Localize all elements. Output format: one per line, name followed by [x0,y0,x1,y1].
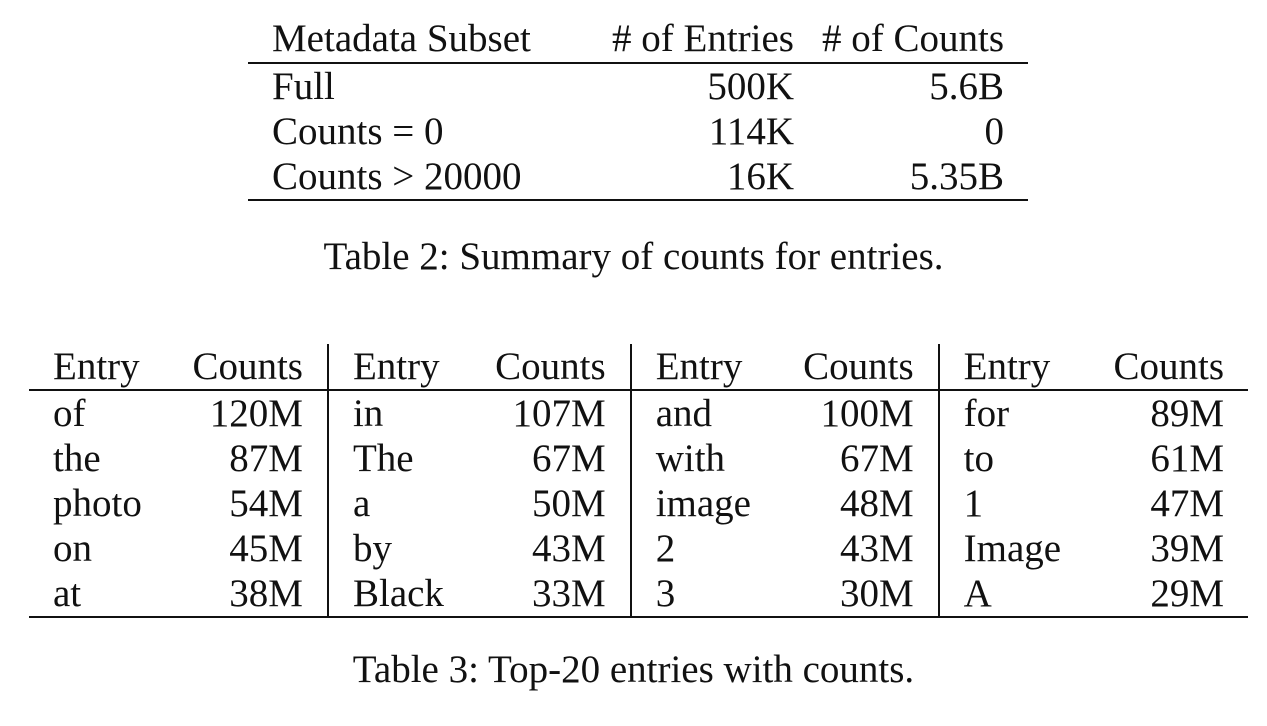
cell-counts: 61M [1150,437,1224,480]
cell-counts: 29M [1150,572,1224,615]
cell-counts: 47M [1150,482,1224,525]
table-row [29,526,1248,571]
cell-subset: Counts = 0 [272,110,444,153]
cell-entry: in [352,392,384,435]
table-header-row [29,344,1248,390]
cell-entry: photo [53,482,142,525]
header-num-entries: # of Entries [582,14,794,63]
header-entry: Entry [328,344,468,390]
cell-entry: on [53,527,92,570]
header-counts: Counts [468,344,631,390]
cell-entry: The [352,437,414,480]
cell-subset: Full [272,65,335,108]
header-metadata-subset: Metadata Subset [248,14,582,63]
cell-entry: 1 [963,482,984,525]
cell-subset: Counts > 20000 [272,155,522,198]
cell-entry: the [53,437,101,480]
table-2-caption: Table 2: Summary of counts for entries. [323,235,944,278]
cell-counts: 43M [468,526,631,571]
cell-counts: 38M [165,571,328,617]
cell-counts: 67M [468,436,631,481]
cell-entry: with [655,437,726,480]
table-summary-counts [248,14,1028,201]
cell-counts: 120M [165,390,328,436]
table-row [29,481,1248,526]
cell-entry: 3 [655,572,676,615]
table-row [248,109,1028,154]
header-counts: Counts [776,344,939,390]
cell-entry: of [53,392,86,435]
table-row [248,154,1028,200]
cell-entry: Black [352,572,444,615]
cell-counts: 43M [776,526,939,571]
cell-counts: 5.6B [929,65,1004,108]
header-entry: Entry [939,344,1086,390]
cell-entry: for [963,392,1010,435]
table-header-row [248,14,1028,63]
cell-counts: 0 [984,110,1004,153]
table-row [29,390,1248,436]
table-row [248,63,1028,109]
cell-counts: 89M [1150,392,1224,435]
table-3-caption: Table 3: Top-20 entries with counts. [352,648,915,691]
cell-entry: by [352,527,392,570]
cell-entries: 16K [726,155,794,198]
cell-counts: 87M [165,436,328,481]
cell-entries: 500K [707,65,794,108]
header-entry: Entry [631,344,776,390]
cell-counts: 48M [776,481,939,526]
cell-entry: image [655,482,751,525]
table-top-entries [29,344,1248,618]
table-row [29,571,1248,617]
cell-entry: and [655,392,713,435]
table-row [29,436,1248,481]
cell-entry: 2 [655,527,676,570]
cell-entry: a [352,482,371,525]
cell-counts: 30M [776,571,939,617]
cell-entry: A [963,572,992,615]
cell-entry: to [963,437,994,480]
cell-entry: Image [963,527,1062,570]
cell-counts: 45M [165,526,328,571]
cell-entries: 114K [708,110,794,153]
cell-counts: 54M [165,481,328,526]
cell-counts: 50M [468,481,631,526]
header-counts: Counts [165,344,328,390]
header-counts: Counts [1086,344,1248,390]
cell-entry: at [53,572,82,615]
cell-counts: 33M [468,571,631,617]
cell-counts: 100M [776,390,939,436]
header-entry: Entry [29,344,165,390]
cell-counts: 39M [1150,527,1224,570]
cell-counts: 107M [468,390,631,436]
header-num-counts: # of Counts [794,14,1028,63]
cell-counts: 67M [776,436,939,481]
cell-counts: 5.35B [909,155,1004,198]
